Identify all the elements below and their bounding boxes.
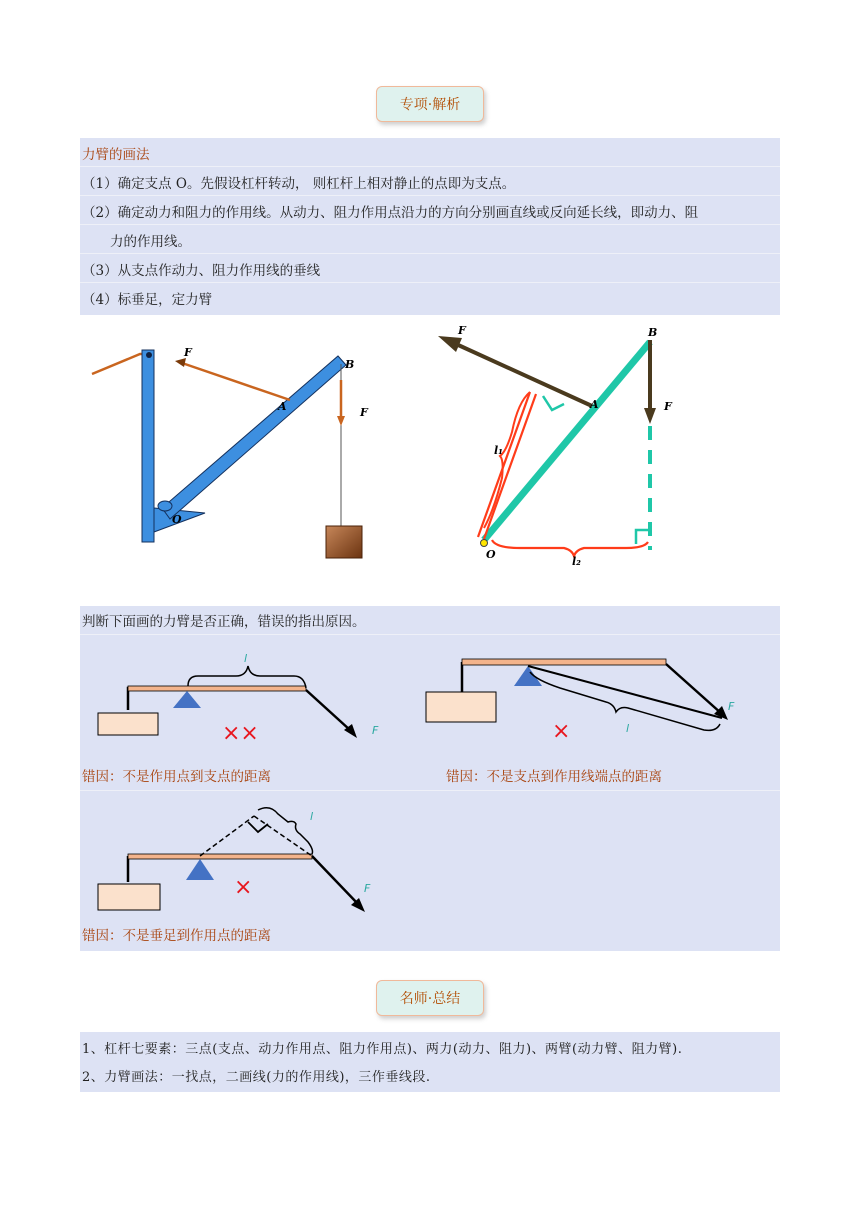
brace-l	[258, 808, 313, 854]
reason-row	[80, 760, 780, 791]
label-B: B	[345, 358, 355, 371]
block	[426, 692, 496, 722]
label-F-right: F	[360, 406, 368, 419]
force-F-left	[456, 344, 592, 406]
label-l1: l₁	[494, 444, 503, 457]
lever-figure-2	[420, 320, 720, 580]
label-F: F	[372, 724, 379, 737]
label-F-down: F	[664, 400, 672, 413]
force-line	[306, 690, 350, 730]
step-text: （4）标垂足，定力臂	[82, 292, 213, 308]
summary-line-2: 2、力臂画法：一找点，二画线(力的作用线)，三作垂线段.	[82, 1070, 431, 1085]
arrow-head-F-left	[438, 336, 462, 352]
case-2-diagram	[420, 650, 760, 750]
step-row	[80, 282, 780, 315]
pivot-O	[481, 540, 488, 547]
summary-row	[80, 1064, 780, 1090]
force-line	[312, 856, 358, 904]
reason-case-1: 错因：不是作用点到支点的距离	[82, 769, 271, 785]
force-line	[666, 664, 722, 714]
right-angle	[248, 822, 268, 832]
arrow-head-weight	[337, 416, 345, 426]
summary-line-1: 1、杠杆七要素：三点(支点、动力作用点、阻力作用点)、两力(动力、阻力)、两臂(动力臂、阻力臂).	[82, 1042, 683, 1057]
label-O: O	[486, 548, 496, 561]
lever-bar	[128, 854, 312, 859]
dashed-perpendicular	[200, 816, 254, 856]
wrong-mark: ×	[234, 875, 253, 900]
step-row	[80, 195, 780, 225]
step-text: （3）从支点作动力、阻力作用线的垂线	[82, 263, 321, 279]
summary-row	[80, 1036, 780, 1062]
fulcrum-triangle	[173, 691, 201, 708]
section-badge-label: 专项·解析	[399, 97, 461, 113]
step-text: （1）确定支点 O。先假设杠杆转动， 则杠杆上相对静止的点即为支点。	[82, 176, 516, 192]
vertical-post	[142, 350, 154, 542]
pivot-top	[146, 352, 152, 358]
dashed-extension	[254, 816, 312, 856]
arrow-head-F-down	[644, 408, 656, 424]
wrong-arm-line	[528, 666, 722, 718]
label-A: A	[590, 398, 599, 411]
arm-l1-b	[484, 394, 536, 539]
label-l: l	[626, 722, 630, 735]
steps-heading: 力臂的画法	[82, 147, 150, 163]
boom	[162, 356, 346, 519]
label-A: A	[278, 400, 287, 413]
section-badge-summary	[376, 980, 484, 1016]
section-badge-analysis	[376, 86, 484, 122]
label-O: O	[172, 513, 182, 526]
step-row	[80, 224, 780, 254]
rope-tension	[182, 363, 290, 400]
summary-panel	[80, 1032, 780, 1092]
arrow-head-tension	[175, 358, 186, 367]
right-angle-A	[543, 396, 564, 410]
brace-l	[188, 666, 306, 688]
step-text: （2）确定动力和阻力的作用线。从动力、阻力作用点沿力的方向分别画直线或反向延长线，即动力、阻	[82, 205, 699, 221]
lever-bar	[462, 659, 666, 665]
label-l: l	[244, 652, 248, 665]
weight-block	[326, 526, 362, 558]
wrong-mark: ××	[222, 721, 259, 746]
rope-left	[92, 354, 148, 374]
step-row	[80, 166, 780, 196]
steps-panel	[80, 138, 780, 315]
label-B: B	[648, 326, 658, 339]
judge-prompt: 判断下面画的力臂是否正确，错误的指出原因。	[82, 614, 366, 630]
label-l: l	[310, 810, 314, 823]
lever-figure-1	[0, 320, 420, 590]
block	[98, 884, 160, 910]
reason-row	[80, 920, 780, 950]
fulcrum-triangle	[186, 859, 214, 880]
wrong-mark: ×	[552, 719, 571, 744]
block	[98, 713, 158, 735]
case-3-diagram	[80, 800, 400, 920]
reason-case-2: 错因：不是支点到作用线端点的距离	[446, 769, 662, 785]
label-F-top: F	[184, 346, 192, 359]
label-l2: l₂	[572, 555, 581, 568]
section-badge-label: 名师·总结	[399, 991, 461, 1007]
reason-case-3: 错因：不是垂足到作用点的距离	[82, 928, 271, 944]
label-F: F	[728, 700, 735, 713]
boom-hinge	[158, 501, 172, 511]
step-row	[80, 253, 780, 283]
judge-prompt-row	[80, 606, 780, 635]
label-F-left: F	[458, 324, 466, 337]
right-angle-bottom	[636, 530, 650, 544]
steps-heading-row	[80, 138, 780, 167]
step-text: 力的作用线。	[110, 234, 191, 250]
brace-l2	[492, 540, 648, 556]
case-1-diagram	[80, 640, 400, 760]
label-F: F	[364, 882, 371, 895]
lever-bar	[128, 686, 306, 691]
